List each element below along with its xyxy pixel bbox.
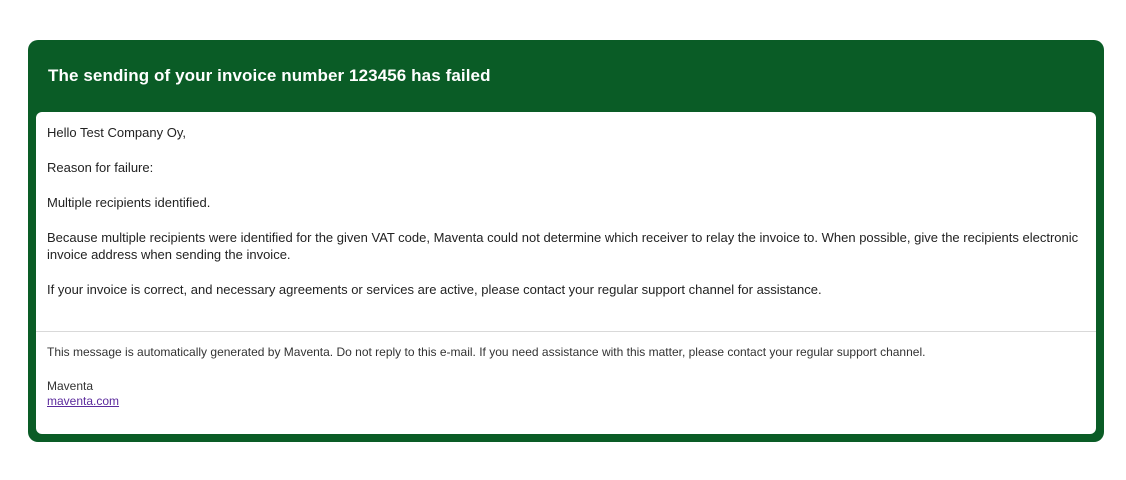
company-signature — [47, 379, 1085, 409]
failure-reason-text: Multiple recipients identified. — [47, 195, 211, 210]
email-header — [28, 40, 1104, 112]
company-name: Maventa — [47, 379, 94, 393]
greeting-text: Hello Test Company Oy, — [47, 125, 186, 140]
email-footer — [47, 345, 1085, 409]
page-title: The sending of your invoice number 123456 has failed — [48, 66, 491, 85]
maventa-link[interactable]: maventa.com — [47, 394, 120, 408]
support-advice-text: If your invoice is correct, and necessary agreements or services are active, please contact your regular support channel for assistance. — [47, 282, 822, 297]
auto-generated-disclaimer: This message is automatically generated by Maventa. Do not reply to this e-mail. If you need assistance with this matter, please contact your regular support channel. — [47, 345, 926, 359]
failure-explanation-text: Because multiple recipients were identified for the given VAT code, Maventa could not determine which receiver to relay the invoice to. When possible, give the recipients electronic invoice address when sending the invoice. — [47, 230, 1079, 262]
email-body-card — [36, 112, 1096, 434]
notification-card — [28, 40, 1104, 442]
failure-reason-label: Reason for failure: — [47, 160, 154, 175]
footer-divider — [36, 331, 1096, 332]
